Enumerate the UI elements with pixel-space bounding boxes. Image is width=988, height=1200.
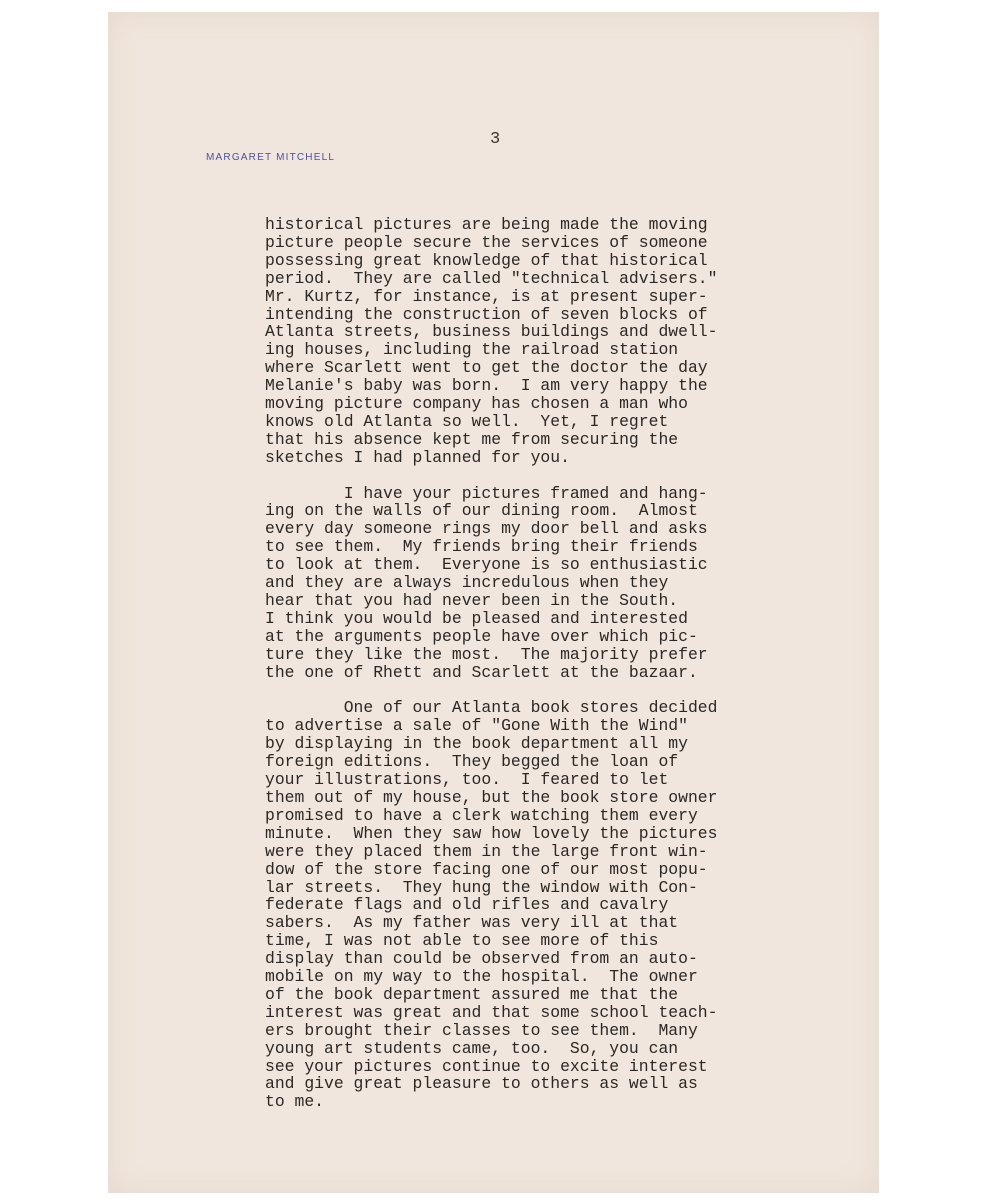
text-line: to look at them. Everyone is so enthusiastic xyxy=(265,555,708,575)
text-line: ing houses, including the railroad station xyxy=(265,340,679,360)
text-line: sabers. As my father was very ill at that xyxy=(265,913,679,933)
text-line: I think you would be pleased and interested xyxy=(265,608,688,628)
text-line: where Scarlett went to get the doctor the day xyxy=(265,358,708,378)
text-line: that his absence kept me from securing the xyxy=(265,429,679,449)
text-line: and give great pleasure to others as well as xyxy=(265,1074,698,1094)
text-line: the one of Rhett and Scarlett at the bazaar. xyxy=(265,662,698,682)
text-line: Atlanta streets, business buildings and dwell- xyxy=(265,322,718,342)
text-line: ers brought their classes to see them. Many xyxy=(265,1020,698,1040)
text-line: ture they like the most. The majority prefer xyxy=(265,644,708,664)
text-line: historical pictures are being made the moving xyxy=(265,215,708,234)
text-line: mobile on my way to the hospital. The owner xyxy=(265,967,698,987)
letterhead: MARGARET MITCHELL xyxy=(206,152,336,163)
text-line: and they are always incredulous when they xyxy=(265,573,669,593)
text-line: of the book department assured me that the xyxy=(265,984,679,1004)
paragraph xyxy=(265,485,785,682)
paragraph-gap xyxy=(265,682,785,700)
text-line: see your pictures continue to excite interest xyxy=(265,1056,708,1076)
text-line: at the arguments people have over which pic- xyxy=(265,626,698,646)
text-line: promised to have a clerk watching them every xyxy=(265,805,698,825)
text-line: to see them. My friends bring their friends xyxy=(265,537,698,557)
text-line: Mr. Kurtz, for instance, is at present super- xyxy=(265,286,708,306)
text-line: knows old Atlanta so well. Yet, I regret xyxy=(265,411,669,431)
text-line: intending the construction of seven blocks of xyxy=(265,304,708,324)
text-line: possessing great knowledge of that historical xyxy=(265,250,708,270)
text-line: period. They are called "technical advisers." xyxy=(265,268,718,288)
text-line: picture people secure the services of someone xyxy=(265,232,708,252)
text-line: One of our Atlanta book stores decided xyxy=(265,698,718,718)
text-line: them out of my house, but the book store owner xyxy=(265,787,718,807)
paragraph xyxy=(265,216,785,467)
text-line: to advertise a sale of "Gone With the Wind" xyxy=(265,716,688,736)
text-line: to me. xyxy=(265,1092,325,1112)
letter-body xyxy=(265,216,785,1111)
text-line: foreign editions. They begged the loan of xyxy=(265,752,679,772)
text-line: display than could be observed from an auto- xyxy=(265,949,698,969)
text-line: dow of the store facing one of our most popu- xyxy=(265,859,708,879)
text-line: hear that you had never been in the South. xyxy=(265,591,679,611)
text-line: lar streets. They hung the window with Con- xyxy=(265,877,698,897)
text-line: I have your pictures framed and hang- xyxy=(265,483,708,503)
text-line: federate flags and old rifles and cavalry xyxy=(265,895,669,915)
text-line: Melanie's baby was born. I am very happy the xyxy=(265,376,708,396)
text-line: your illustrations, too. I feared to let xyxy=(265,770,669,790)
text-line: young art students came, too. So, you can xyxy=(265,1038,679,1058)
text-line: moving picture company has chosen a man who xyxy=(265,394,688,414)
paragraph xyxy=(265,699,785,1111)
text-line: interest was great and that some school teach- xyxy=(265,1002,718,1022)
text-line: every day someone rings my door bell and asks xyxy=(265,519,708,539)
text-line: ing on the walls of our dining room. Almost xyxy=(265,501,698,521)
text-line: sketches I had planned for you. xyxy=(265,447,570,467)
page-number: 3 xyxy=(490,130,501,149)
text-line: by displaying in the book department all my xyxy=(265,734,688,754)
paragraph-gap xyxy=(265,467,785,485)
text-line: were they placed them in the large front win- xyxy=(265,841,708,861)
text-line: time, I was not able to see more of this xyxy=(265,931,659,951)
text-line: minute. When they saw how lovely the pictures xyxy=(265,823,718,843)
